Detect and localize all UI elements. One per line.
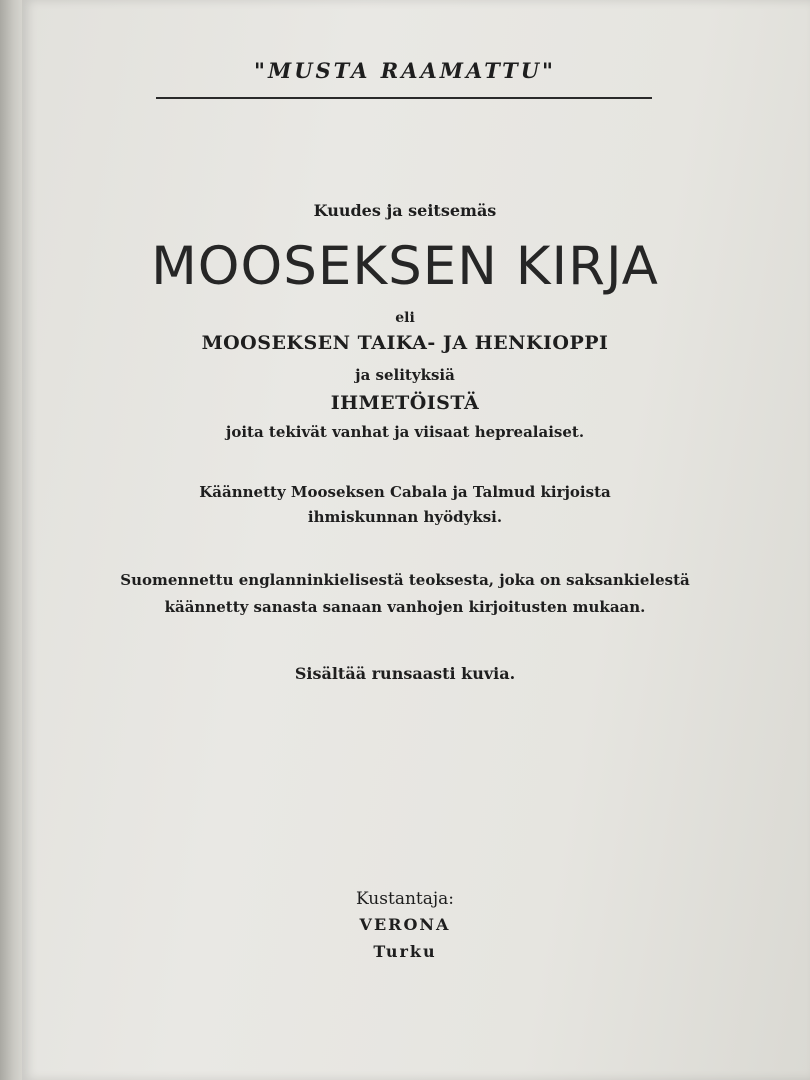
translated-line-1: Käännetty Mooseksen Cabala ja Talmud kirjoista: [199, 483, 611, 501]
publisher-city: Turku: [373, 942, 437, 961]
publisher-name: VERONA: [359, 915, 451, 934]
pictures-note: Sisältää runsaasti kuvia.: [294, 664, 516, 683]
subtitle: MOOSEKSEN TAIKA- JA HENKIOPPI: [201, 332, 609, 354]
series-title: "MUSTA RAAMATTU": [254, 58, 556, 83]
selityksia-text: ja selityksiä: [355, 366, 455, 384]
eli-text: eli: [395, 310, 415, 326]
finnish-translation-line-2: käännetty sanasta sanaan vanhojen kirjoitusten mukaan.: [164, 598, 646, 616]
translated-line-2: ihmiskunnan hyödyksi.: [307, 508, 503, 526]
header-rule: [156, 97, 652, 99]
joita-text: joita tekivät vanhat ja viisaat heprealaiset.: [225, 423, 585, 441]
publisher-label: Kustantaja:: [355, 889, 454, 909]
finnish-translation-line-1: Suomennettu englanninkielisestä teoksesta, joka on saksankielestä: [120, 571, 690, 589]
main-title: MOOSEKSEN KIRJA: [151, 236, 659, 297]
ihmetoista-heading: IHMETÖISTÄ: [330, 392, 480, 414]
pretitle: Kuudes ja seitsemäs: [313, 201, 497, 220]
